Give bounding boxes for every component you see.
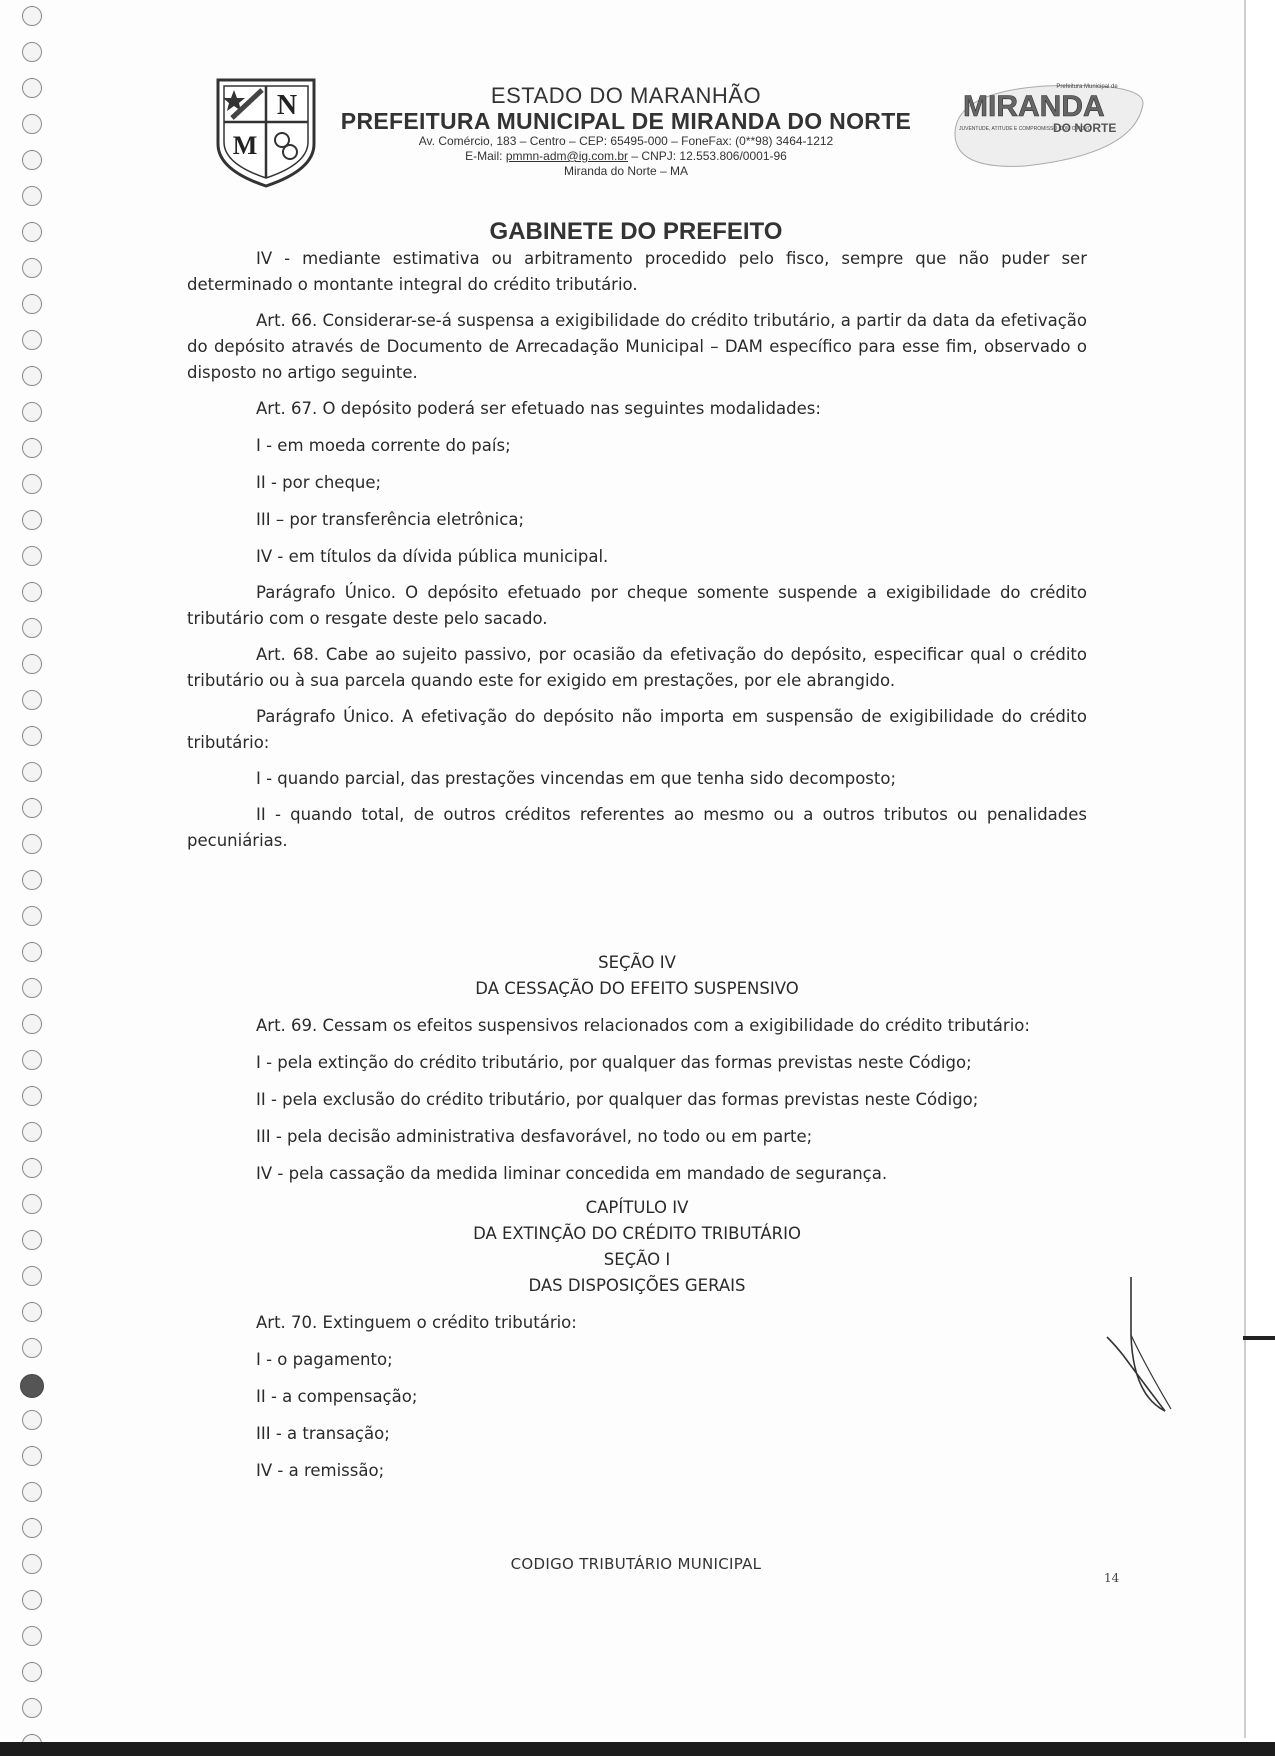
binding-hole — [22, 186, 42, 206]
binding-hole — [22, 1302, 42, 1322]
article-70: Art. 70. Extinguem o crédito tributário: — [256, 1313, 577, 1332]
city-line: Miranda do Norte – MA — [563, 164, 689, 178]
document-body — [187, 246, 1087, 1484]
binding-hole — [22, 834, 42, 854]
binding-hole — [22, 1590, 42, 1610]
svg-text:Prefeitura Municipal de: Prefeitura Municipal de — [1056, 84, 1118, 90]
binding-hole — [22, 438, 42, 458]
address-line: Av. Comércio, 183 – Centro – CEP: 65495-000 – FoneFax: (0**98) 3464-1212 — [418, 134, 834, 148]
binding-hole — [22, 1014, 42, 1034]
svg-text:N: N — [276, 90, 298, 121]
binding-hole — [22, 330, 42, 350]
cnpj-text: – CNPJ: 12.553.806/0001-96 — [631, 149, 787, 163]
cabinet-title: GABINETE DO PREFEITO — [489, 218, 783, 245]
email-label: E-Mail: — [465, 149, 503, 163]
binding-hole — [22, 1266, 42, 1286]
svg-text:M: M — [232, 131, 258, 160]
article-70-item-iii: III - a transação; — [256, 1424, 390, 1443]
binding-hole — [22, 1662, 42, 1682]
article-69-item-iv: IV - pela cassação da medida liminar concedida em mandado de segurança. — [256, 1164, 888, 1183]
state-name: ESTADO DO MARANHÃO — [490, 83, 762, 108]
binding-hole — [20, 1374, 44, 1398]
section-iv-subheading: DA CESSAÇÃO DO EFEITO SUSPENSIVO — [475, 979, 799, 998]
binding-holes — [22, 0, 52, 1756]
binding-hole — [22, 6, 42, 26]
binding-hole — [22, 1482, 42, 1502]
paragraph-iv-estimativa: IV - mediante estimativa ou arbitramento procedido pelo fisco, sempre que não puder ser determinado o montante integral do crédito tributário. — [187, 249, 1087, 294]
article-67-paragraph: Parágrafo Único. O depósito efetuado por cheque somente suspende a exigibilidade do crédito tributário com o resgate deste pelo sacado. — [187, 583, 1087, 628]
article-67: Art. 67. O depósito poderá ser efetuado nas seguintes modalidades: — [256, 399, 821, 418]
article-69-item-iii: III - pela decisão administrativa desfavorável, no todo ou em parte; — [256, 1127, 813, 1146]
page-number: 14 — [1104, 1571, 1120, 1585]
binding-hole — [22, 618, 42, 638]
binding-hole — [22, 1698, 42, 1718]
binding-hole — [22, 258, 42, 278]
article-69-item-ii: II - pela exclusão do crédito tributário, por qualquer das formas previstas neste Código; — [256, 1090, 979, 1109]
binding-hole — [22, 1518, 42, 1538]
article-69: Art. 69. Cessam os efeitos suspensivos relacionados com a exigibilidade do crédito tributário: — [256, 1016, 1030, 1035]
binding-hole — [22, 906, 42, 926]
binding-hole — [22, 654, 42, 674]
miranda-logo-icon — [945, 74, 1150, 174]
article-70-item-ii: II - a compensação; — [256, 1387, 418, 1406]
article-67-item-iv: IV - em títulos da dívida pública municipal. — [256, 547, 609, 566]
binding-hole — [22, 1446, 42, 1466]
article-69-item-i: I - pela extinção do crédito tributário, por qualquer das formas previstas neste Código; — [256, 1053, 972, 1072]
binding-hole — [22, 42, 42, 62]
binding-hole — [22, 78, 42, 98]
binding-hole — [22, 798, 42, 818]
footer-title: CODIGO TRIBUTÁRIO MUNICIPAL — [510, 1555, 762, 1573]
binding-hole — [22, 1338, 42, 1358]
binding-hole — [22, 510, 42, 530]
prefecture-name: PREFEITURA MUNICIPAL DE MIRANDA DO NORTE — [340, 108, 912, 134]
contact-line — [325, 149, 927, 164]
section-iv-heading: SEÇÃO IV — [598, 953, 676, 972]
binding-hole — [22, 1554, 42, 1574]
binding-hole — [22, 1194, 42, 1214]
binding-hole — [22, 1230, 42, 1250]
article-67-item-ii: II - por cheque; — [256, 473, 382, 492]
binding-hole — [22, 726, 42, 746]
binding-hole — [22, 546, 42, 566]
binding-hole — [22, 222, 42, 242]
binding-hole — [22, 978, 42, 998]
article-70-item-i: I - o pagamento; — [256, 1350, 393, 1369]
article-67-item-i: I - em moeda corrente do país; — [256, 436, 511, 455]
article-68-item-i: I - quando parcial, das prestações vincendas em que tenha sido decomposto; — [256, 769, 897, 788]
binding-hole — [22, 762, 42, 782]
article-68-paragraph: Parágrafo Único. A efetivação do depósito não importa em suspensão de exigibilidade do crédito tributário: — [187, 707, 1087, 752]
email-link[interactable]: pmmn-adm@ig.com.br — [505, 149, 629, 163]
binding-hole — [22, 150, 42, 170]
article-68: Art. 68. Cabe ao sujeito passivo, por ocasião da efetivação do depósito, especificar qual o crédito tributário ou à sua parcela quando este for exigido em prestações, por ele abrangido. — [187, 645, 1087, 690]
binding-hole — [22, 1626, 42, 1646]
svg-text:JUVENTUDE, ATITUDE E COMPROMIS: JUVENTUDE, ATITUDE E COMPROMISSO COM O POVO — [959, 126, 1092, 132]
section-i-heading: SEÇÃO I — [603, 1250, 671, 1269]
binding-hole — [22, 582, 42, 602]
svg-text:DO NORTE: DO NORTE — [1053, 121, 1117, 135]
scan-bottom-edge — [0, 1742, 1275, 1756]
article-70-item-iv: IV - a remissão; — [256, 1461, 385, 1480]
binding-hole — [22, 1158, 42, 1178]
spacer — [187, 854, 1087, 950]
binding-hole — [22, 1122, 42, 1142]
binding-hole — [22, 114, 42, 134]
handwritten-signature — [1105, 1275, 1175, 1415]
binding-hole — [22, 1410, 42, 1430]
chapter-iv-heading: CAPÍTULO IV — [585, 1198, 689, 1217]
article-66: Art. 66. Considerar-se-á suspensa a exigibilidade do crédito tributário, a partir da data da efetivação do depósito através de Documento de Arrecadação Municipal – DAM específico para esse fim, observado o disposto no artigo seguinte. — [187, 311, 1087, 382]
municipal-crest-icon — [212, 74, 320, 188]
binding-hole — [22, 474, 42, 494]
binding-hole — [22, 366, 42, 386]
article-67-item-iii: III – por transferência eletrônica; — [256, 510, 525, 529]
binding-hole — [22, 942, 42, 962]
binding-hole — [22, 1086, 42, 1106]
scan-edge-mark — [1243, 1336, 1275, 1340]
binding-hole — [22, 870, 42, 890]
letterhead-text — [325, 84, 927, 179]
section-i-subheading: DAS DISPOSIÇÕES GERAIS — [528, 1276, 746, 1295]
chapter-iv-subheading: DA EXTINÇÃO DO CRÉDITO TRIBUTÁRIO — [473, 1224, 801, 1243]
binding-hole — [22, 1050, 42, 1070]
article-68-item-ii: II - quando total, de outros créditos referentes ao mesmo ou a outros tributos ou penalidades pecuniárias. — [187, 805, 1087, 850]
letterhead — [205, 74, 1155, 184]
svg-text:MIRANDA: MIRANDA — [963, 90, 1105, 123]
binding-hole — [22, 402, 42, 422]
binding-hole — [22, 690, 42, 710]
binding-hole — [22, 294, 42, 314]
